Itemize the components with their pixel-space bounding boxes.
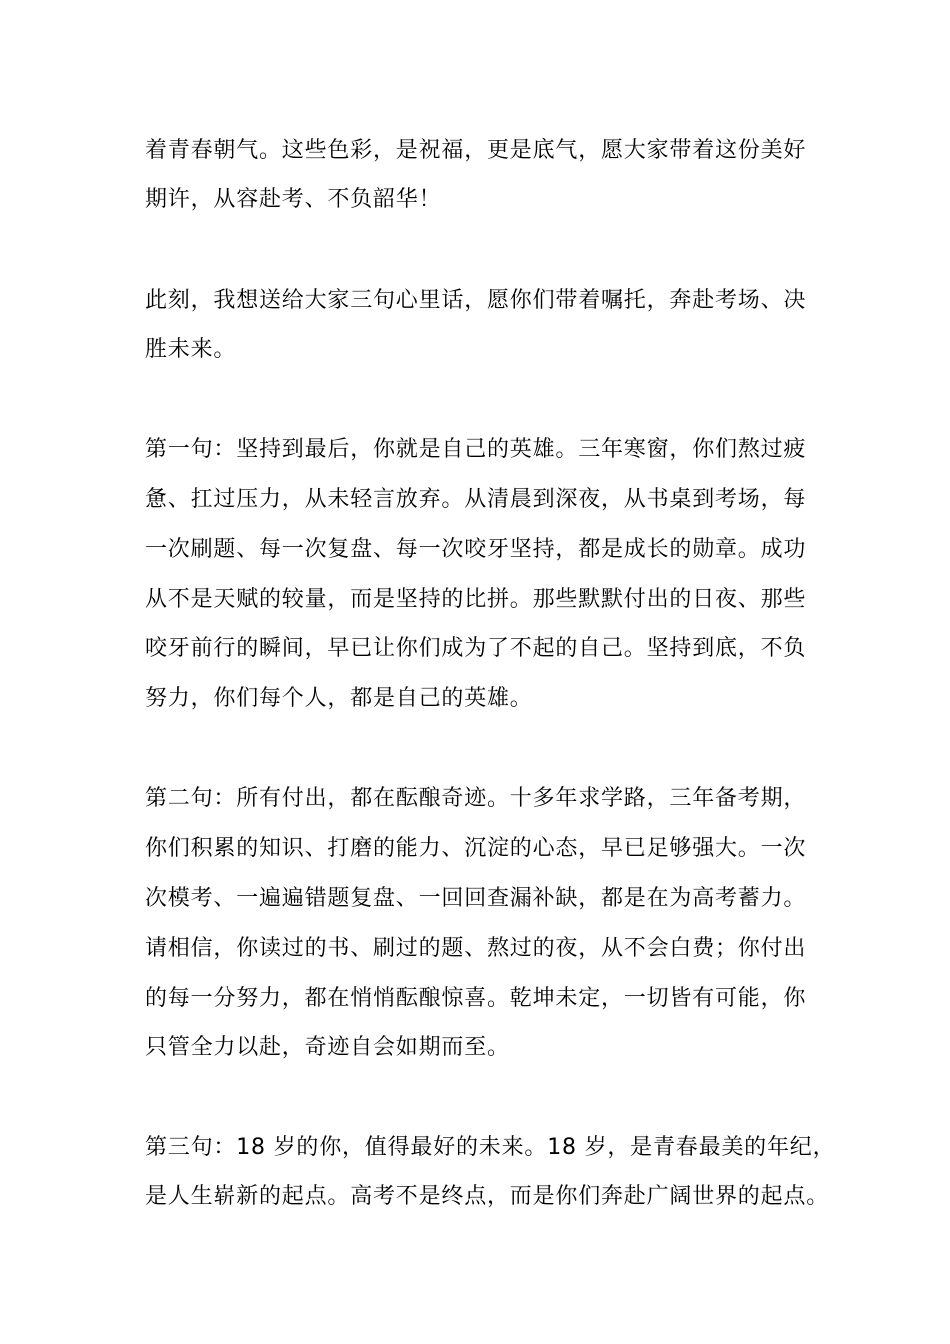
text-line: 的每一分努力，都在悄悄酝酿惊喜。乾坤未定，一切皆有可能，你: [145, 986, 807, 1011]
text-line: 第一句：坚持到最后，你就是自己的英雄。三年寒窗，你们熬过疲: [145, 437, 807, 462]
text-line: 咬牙前行的瞬间，早已让你们成为了不起的自己。坚持到底，不负: [145, 636, 807, 661]
text-line: 是人生崭新的起点。高考不是终点，而是你们奔赴广阔世界的起点。: [145, 1184, 830, 1209]
text-line: 惫、扛过压力，从未轻言放弃。从清晨到深夜，从书桌到考场，每: [145, 487, 807, 512]
text-line: 一次刷题、每一次复盘、每一次咬牙坚持，都是成长的勋章。成功: [145, 537, 807, 562]
text-line: 胜未来。: [145, 337, 237, 362]
text-line: 着青春朝气。这些色彩，是祝福，更是底气，愿大家带着这份美好: [145, 138, 807, 163]
text-line: 你们积累的知识、打磨的能力、沉淀的心态，早已足够强大。一次: [145, 836, 807, 861]
text-line: 第三句：18 岁的你，值得最好的未来。18 岁，是青春最美的年纪，: [145, 1135, 836, 1160]
text-line: 从不是天赋的较量，而是坚持的比拼。那些默默付出的日夜、那些: [145, 587, 807, 612]
text-line: 请相信，你读过的书、刷过的题、熬过的夜，从不会白费；你付出: [145, 936, 807, 961]
text-line: 努力，你们每个人，都是自己的英雄。: [145, 686, 533, 711]
text-line: 第二句：所有付出，都在酝酿奇迹。十多年求学路，三年备考期，: [145, 786, 807, 811]
text-line: 只管全力以赴，奇迹自会如期而至。: [145, 1035, 510, 1060]
text-line: 期许，从容赴考、不负韶华！: [145, 187, 442, 212]
text-line: 次模考、一遍遍错题复盘、一回回查漏补缺，都是在为高考蓄力。: [145, 886, 807, 911]
text-line: 此刻，我想送给大家三句心里话，愿你们带着嘱托，奔赴考场、决: [145, 288, 807, 313]
